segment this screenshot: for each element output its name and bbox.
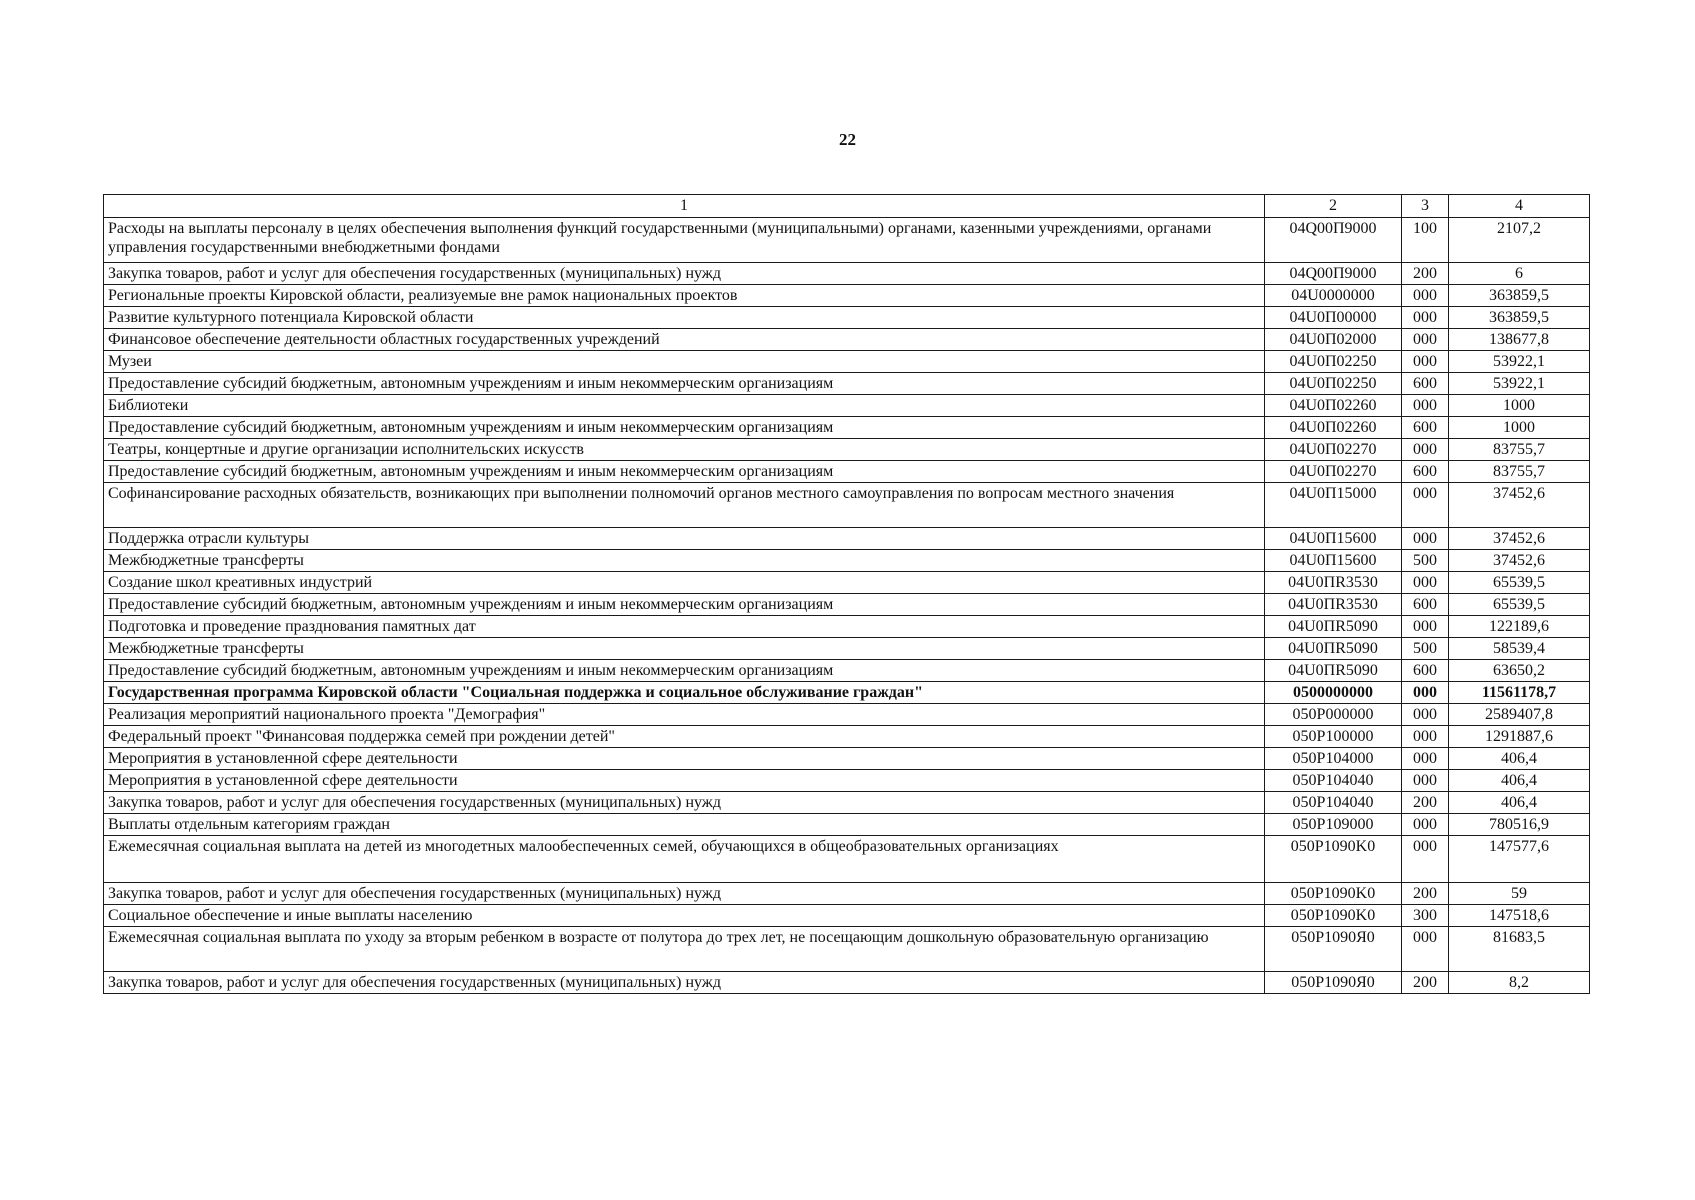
table-row	[104, 417, 1590, 439]
row-type-cell: 000	[1402, 528, 1449, 550]
table-row	[104, 439, 1590, 461]
table-row	[104, 373, 1590, 395]
row-amount-cell: 363859,5	[1449, 307, 1590, 329]
table-row	[104, 748, 1590, 770]
row-amount-cell: 8,2	[1449, 972, 1590, 994]
row-name-cell: Межбюджетные трансферты	[104, 638, 1265, 660]
row-type-cell: 000	[1402, 395, 1449, 417]
row-name-cell: Расходы на выплаты персоналу в целях обеспечения выполнения функций государственными (муниципальными) органами, казенными учреждениями, органами управления государственными внебюджетными фондами	[104, 218, 1265, 263]
table-row	[104, 704, 1590, 726]
row-amount-cell: 37452,6	[1449, 528, 1590, 550]
row-type-cell: 300	[1402, 905, 1449, 927]
row-amount-cell: 63650,2	[1449, 660, 1590, 682]
row-code-cell: 04U0П02000	[1265, 329, 1402, 351]
row-amount-cell: 2107,2	[1449, 218, 1590, 263]
table-row	[104, 329, 1590, 351]
table-row	[104, 883, 1590, 905]
row-code-cell: 04U0П15600	[1265, 528, 1402, 550]
row-code-cell: 050P1090K0	[1265, 836, 1402, 883]
table-row	[104, 550, 1590, 572]
row-type-cell: 600	[1402, 373, 1449, 395]
row-name-cell: Мероприятия в установленной сфере деятельности	[104, 770, 1265, 792]
row-type-cell: 600	[1402, 461, 1449, 483]
table-row	[104, 218, 1590, 263]
row-type-cell: 000	[1402, 439, 1449, 461]
table-row	[104, 594, 1590, 616]
header-col-2: 2	[1265, 195, 1402, 218]
row-amount-cell: 138677,8	[1449, 329, 1590, 351]
row-name-cell: Финансовое обеспечение деятельности областных государственных учреждений	[104, 329, 1265, 351]
row-name-cell: Создание школ креативных индустрий	[104, 572, 1265, 594]
table-row	[104, 682, 1590, 704]
row-type-cell: 000	[1402, 836, 1449, 883]
row-type-cell: 200	[1402, 883, 1449, 905]
row-code-cell: 050P100000	[1265, 726, 1402, 748]
row-name-cell: Межбюджетные трансферты	[104, 550, 1265, 572]
table-row	[104, 263, 1590, 285]
row-amount-cell: 122189,6	[1449, 616, 1590, 638]
row-code-cell: 04Q00П9000	[1265, 218, 1402, 263]
row-amount-cell: 780516,9	[1449, 814, 1590, 836]
table-row	[104, 927, 1590, 972]
header-col-3: 3	[1402, 195, 1449, 218]
row-amount-cell: 406,4	[1449, 748, 1590, 770]
row-code-cell: 050P1090Я0	[1265, 972, 1402, 994]
row-name-cell: Софинансирование расходных обязательств, возникающих при выполнении полномочий органов местного самоуправления по вопросам местного значения	[104, 483, 1265, 528]
table-row	[104, 351, 1590, 373]
row-type-cell: 000	[1402, 726, 1449, 748]
row-name-cell: Государственная программа Кировской области "Социальная поддержка и социальное обслуживание граждан"	[104, 682, 1265, 704]
row-name-cell: Предоставление субсидий бюджетным, автономным учреждениям и иным некоммерческим организациям	[104, 417, 1265, 439]
row-amount-cell: 83755,7	[1449, 461, 1590, 483]
row-name-cell: Предоставление субсидий бюджетным, автономным учреждениям и иным некоммерческим организациям	[104, 660, 1265, 682]
row-name-cell: Развитие культурного потенциала Кировской области	[104, 307, 1265, 329]
table-row	[104, 638, 1590, 660]
row-type-cell: 000	[1402, 483, 1449, 528]
table-row	[104, 814, 1590, 836]
row-type-cell: 500	[1402, 550, 1449, 572]
row-type-cell: 200	[1402, 972, 1449, 994]
row-amount-cell: 147518,6	[1449, 905, 1590, 927]
row-code-cell: 050P000000	[1265, 704, 1402, 726]
row-code-cell: 04U0ПR3530	[1265, 594, 1402, 616]
table-row	[104, 572, 1590, 594]
row-amount-cell: 65539,5	[1449, 594, 1590, 616]
row-type-cell: 000	[1402, 770, 1449, 792]
row-code-cell: 04U0П02270	[1265, 461, 1402, 483]
row-amount-cell: 58539,4	[1449, 638, 1590, 660]
row-code-cell: 050P1090Я0	[1265, 927, 1402, 972]
row-code-cell: 04U0П02250	[1265, 373, 1402, 395]
row-code-cell: 04Q00П9000	[1265, 263, 1402, 285]
table-row	[104, 792, 1590, 814]
row-code-cell: 04U0000000	[1265, 285, 1402, 307]
row-amount-cell: 65539,5	[1449, 572, 1590, 594]
row-code-cell: 04U0П15600	[1265, 550, 1402, 572]
row-amount-cell: 11561178,7	[1449, 682, 1590, 704]
table-row	[104, 285, 1590, 307]
row-code-cell: 050P104000	[1265, 748, 1402, 770]
row-amount-cell: 406,4	[1449, 770, 1590, 792]
row-name-cell: Предоставление субсидий бюджетным, автономным учреждениям и иным некоммерческим организациям	[104, 373, 1265, 395]
row-name-cell: Поддержка отрасли культуры	[104, 528, 1265, 550]
row-name-cell: Библиотеки	[104, 395, 1265, 417]
row-type-cell: 000	[1402, 572, 1449, 594]
table-header-row	[104, 195, 1590, 218]
row-name-cell: Мероприятия в установленной сфере деятельности	[104, 748, 1265, 770]
row-amount-cell: 406,4	[1449, 792, 1590, 814]
header-col-4: 4	[1449, 195, 1590, 218]
row-amount-cell: 37452,6	[1449, 483, 1590, 528]
row-name-cell: Предоставление субсидий бюджетным, автономным учреждениям и иным некоммерческим организациям	[104, 461, 1265, 483]
table-row	[104, 483, 1590, 528]
row-name-cell: Выплаты отдельным категориям граждан	[104, 814, 1265, 836]
row-name-cell: Музеи	[104, 351, 1265, 373]
row-name-cell: Закупка товаров, работ и услуг для обеспечения государственных (муниципальных) нужд	[104, 263, 1265, 285]
row-amount-cell: 1000	[1449, 395, 1590, 417]
row-code-cell: 050P104040	[1265, 770, 1402, 792]
row-type-cell: 100	[1402, 218, 1449, 263]
row-code-cell: 0500000000	[1265, 682, 1402, 704]
row-name-cell: Социальное обеспечение и иные выплаты населению	[104, 905, 1265, 927]
row-amount-cell: 147577,6	[1449, 836, 1590, 883]
row-amount-cell: 53922,1	[1449, 351, 1590, 373]
row-name-cell: Региональные проекты Кировской области, реализуемые вне рамок национальных проектов	[104, 285, 1265, 307]
table-row	[104, 461, 1590, 483]
row-name-cell: Закупка товаров, работ и услуг для обеспечения государственных (муниципальных) нужд	[104, 792, 1265, 814]
row-name-cell: Закупка товаров, работ и услуг для обеспечения государственных (муниципальных) нужд	[104, 883, 1265, 905]
row-type-cell: 600	[1402, 417, 1449, 439]
row-amount-cell: 81683,5	[1449, 927, 1590, 972]
row-amount-cell: 59	[1449, 883, 1590, 905]
row-amount-cell: 53922,1	[1449, 373, 1590, 395]
row-code-cell: 04U0П02250	[1265, 351, 1402, 373]
row-amount-cell: 1291887,6	[1449, 726, 1590, 748]
row-type-cell: 000	[1402, 748, 1449, 770]
table-row	[104, 395, 1590, 417]
row-code-cell: 050P1090K0	[1265, 905, 1402, 927]
row-code-cell: 050P104040	[1265, 792, 1402, 814]
table-row	[104, 307, 1590, 329]
row-type-cell: 200	[1402, 263, 1449, 285]
row-name-cell: Ежемесячная социальная выплата на детей из многодетных малообеспеченных семей, обучающихся в общеобразовательных организациях	[104, 836, 1265, 883]
row-code-cell: 04U0П00000	[1265, 307, 1402, 329]
row-type-cell: 600	[1402, 594, 1449, 616]
row-type-cell: 000	[1402, 351, 1449, 373]
row-code-cell: 050P109000	[1265, 814, 1402, 836]
budget-table	[103, 194, 1590, 994]
row-name-cell: Подготовка и проведение празднования памятных дат	[104, 616, 1265, 638]
header-col-1: 1	[104, 195, 1265, 218]
table-row	[104, 528, 1590, 550]
row-name-cell: Федеральный проект "Финансовая поддержка семей при рождении детей"	[104, 726, 1265, 748]
row-code-cell: 04U0П02260	[1265, 417, 1402, 439]
row-name-cell: Предоставление субсидий бюджетным, автономным учреждениям и иным некоммерческим организациям	[104, 594, 1265, 616]
row-type-cell: 500	[1402, 638, 1449, 660]
row-code-cell: 04U0ПR5090	[1265, 616, 1402, 638]
page-number: 22	[839, 130, 856, 149]
row-amount-cell: 6	[1449, 263, 1590, 285]
row-code-cell: 04U0ПR3530	[1265, 572, 1402, 594]
table-row	[104, 972, 1590, 994]
row-amount-cell: 1000	[1449, 417, 1590, 439]
row-type-cell: 000	[1402, 307, 1449, 329]
row-type-cell: 000	[1402, 329, 1449, 351]
row-amount-cell: 363859,5	[1449, 285, 1590, 307]
row-name-cell: Ежемесячная социальная выплата по уходу за вторым ребенком в возрасте от полутора до трех лет, не посещающим дошкольную образовательную организацию	[104, 927, 1265, 972]
row-code-cell: 04U0ПR5090	[1265, 638, 1402, 660]
row-type-cell: 000	[1402, 927, 1449, 972]
row-amount-cell: 83755,7	[1449, 439, 1590, 461]
table-row	[104, 660, 1590, 682]
row-name-cell: Театры, концертные и другие организации исполнительских искусств	[104, 439, 1265, 461]
table-row	[104, 726, 1590, 748]
table-row	[104, 905, 1590, 927]
row-code-cell: 04U0ПR5090	[1265, 660, 1402, 682]
row-name-cell: Закупка товаров, работ и услуг для обеспечения государственных (муниципальных) нужд	[104, 972, 1265, 994]
row-type-cell: 600	[1402, 660, 1449, 682]
row-type-cell: 000	[1402, 814, 1449, 836]
table-row	[104, 616, 1590, 638]
table-body	[104, 218, 1590, 994]
row-type-cell: 000	[1402, 704, 1449, 726]
table-row	[104, 836, 1590, 883]
row-code-cell: 04U0П02270	[1265, 439, 1402, 461]
row-type-cell: 000	[1402, 285, 1449, 307]
row-code-cell: 050P1090K0	[1265, 883, 1402, 905]
row-name-cell: Реализация мероприятий национального проекта "Демография"	[104, 704, 1265, 726]
row-type-cell: 000	[1402, 682, 1449, 704]
row-type-cell: 200	[1402, 792, 1449, 814]
row-amount-cell: 37452,6	[1449, 550, 1590, 572]
row-type-cell: 000	[1402, 616, 1449, 638]
row-code-cell: 04U0П15000	[1265, 483, 1402, 528]
row-amount-cell: 2589407,8	[1449, 704, 1590, 726]
row-code-cell: 04U0П02260	[1265, 395, 1402, 417]
table-row	[104, 770, 1590, 792]
